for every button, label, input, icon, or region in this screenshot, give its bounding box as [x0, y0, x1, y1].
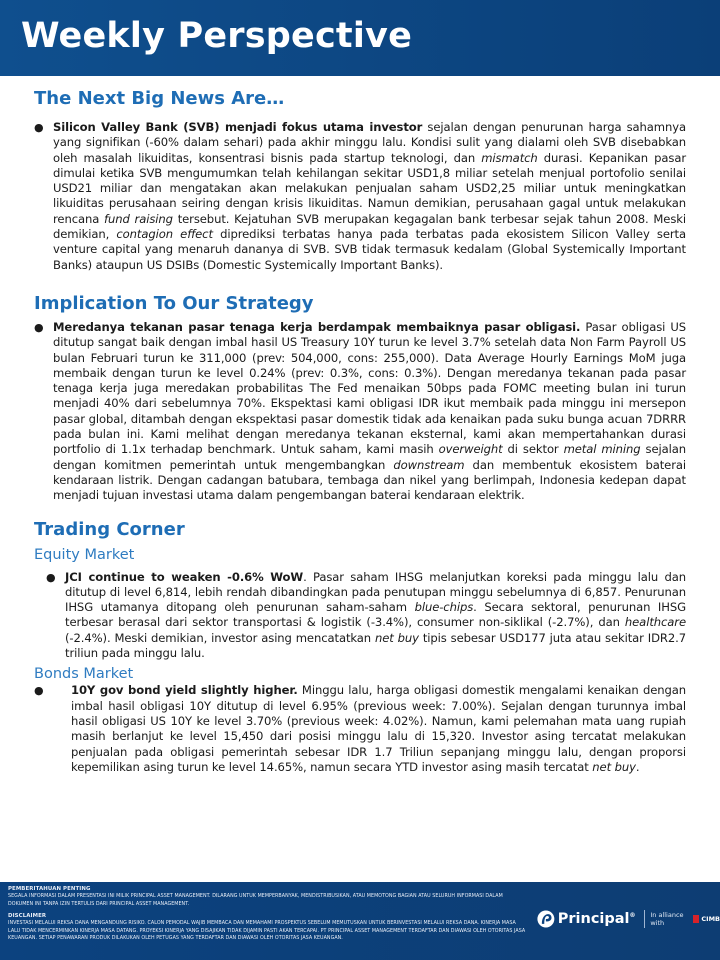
bullet-icon: ● [34, 320, 44, 334]
page-header [0, 0, 720, 76]
news-paragraph: ● Silicon Valley Bank (SVB) menjadi fokus utama investor sejalan dengan penurunan harga sahamnya yang signifikan (-60% dalam sehari) pada akhir minggu lalu. Kondisi sulit yang dialami oleh SVB disebabkan oleh masalah likuiditas, konsentrasi bisnis pada startup teknologi, dan mismatch durasi. Kepanikan pasar dimulai ketika SVB mengumumkan telah kehilangan sekitar USD1,8 miliar setelah menjual portofolio senilai USD21 miliar dan mengatakan akan melakukan penjualan saham USD2,25 miliar untuk meningkatkan likuiditas perusahaan seiring dengan krisis likuiditas. Namun demikian, perusahaan gagal untuk melakukan rencana fund raising tersebut. Kejatuhan SVB merupakan kegagalan bank terbesar sejak tahun 2008. Meski demikian, contagion effect diprediksi terbatas hanya pada terbatas pada ekosistem Silicon Valley serta venture capital yang menaruh dananya di SVB. SVB tidak termasuk kedalam (Global Systemically Important Banks) ataupun US DSIBs (Domestic Systemically Important Banks). [34, 120, 687, 272]
principal-logo [537, 907, 720, 931]
bullet-icon: ● [34, 121, 44, 134]
page-footer [0, 882, 720, 960]
cimb-icon [693, 915, 699, 923]
section-title-strategy: Implication To Our Strategy [34, 292, 314, 314]
subsection-title-equity: Equity Market [34, 546, 135, 563]
bonds-paragraph: ● 10Y gov bond yield slightly higher. Minggu lalu, harga obligasi domestik mengalami kenaikan dengan imbal hasil obligasi 10Y ditutup di level 6.95% (previous week: 7.00%). Sejalan dengan turunnya imbal hasil obligasi US 10Y ke level 3.70% (previous week: 4.02%). Namun, kami pelemahan mata uang rupiah masih berlanjut ke level 15,450 dari posisi minggu lalu di 15,320. Investor asing tercatat melakukan penjualan pada obligasi pemerintah sebesar IDR 1.7 Triliun sepanjang minggu lalu, dengan proporsi kepemilikan asing turun ke level 14.65%, namun secara YTD investor asing masih tercatat net buy. [34, 683, 686, 774]
notice-title: PEMBERITAHUAN PENTING [8, 886, 91, 892]
page-title: Weekly Perspective [21, 16, 413, 56]
principal-logo-text: Principal® [557, 911, 636, 927]
principal-logo-icon [537, 908, 555, 930]
disclaimer-text: INVESTASI MELALUI REKSA DANA MENGANDUNG RISIKO. CALON PEMODAL WAJIB MEMBACA DAN MEMAHAMI PROSPEKTUS SEBELUM MEMUTUSKAN UNTUK BERINVESTASI MELALUI REKSA DANA. KINERJA MASA LALU TIDAK MENCERMINKAN KINERJA MASA DATANG. PROYEKSI KINERJA YANG DISAJIKAN TIDAK DIJAMIN PASTI AKAN TERCAPAI. PT PRINCIPAL ASSET MANAGEMENT TERDAFTAR DAN DIAWASI OLEH OTORITAS JASA KEUANGAN. SETIAP PENAWARAN PRODUK DILAKUKAN OLEH PETUGAS YANG TERDAFTAR DAN DIAWASI OLEH OTORITAS JASA KEUANGAN. [8, 921, 526, 942]
bullet-icon: ● [34, 684, 44, 698]
content [34, 88, 686, 775]
strategy-paragraph: ● Meredanya tekanan pasar tenaga kerja berdampak membaiknya pasar obligasi. Pasar obligasi US ditutup sangat baik dengan imbal hasil US Treasury 10Y turun ke level 3.7% setelah data Non Farm Payroll US bulan Februari turun ke 311,000 (prev: 504,000, cons: 255,000). Data Average Hourly Earnings MoM juga membaik dengan turun ke level 0.24% (prev: 0.3%, cons: 0.3%). Dengan meredanya tekanan pada pasar tenaga kerja juga meredakan probabilitas The Fed menaikan 50bps pada FOMC meeting bulan ini turun menjadi 40% dari sebelumnya 70%. Ekspektasi kami obligasi IDR ikut membaik pada minggu ini mersepon pasar global, ditambah dengan ekspektasi pasar domestik tidak ada kenaikan pada suku bunga acuan 7DRRR pada bulan ini. Kami melihat dengan meredanya tekanan eksternal, kami akan mempertahankan durasi portfolio di 1.1x terhadap benchmark. Untuk saham, kami masih overweight di sektor metal mining sejalan dengan komitmen pemerintah untuk mengembangkan downstream dan membentuk ekosistem baterai kendaraan listrik. Dengan cadangan batubara, tembaga dan nikel yang berlimpah, Indonesia kedepan dapat menjadi tujuan investasi utama dalam pengembangan baterai kendaraan elektrik. [34, 319, 686, 503]
equity-paragraph: ● JCI continue to weaken -0.6% WoW. Pasar saham IHSG melanjutkan koreksi pada minggu lalu dan ditutup di level 6,814, lebih rendah dibandingkan pada penutupan minggu sebelumnya di 6,857. Penurunan IHSG utamanya ditopang oleh penurunan saham-saham blue-chips. Secara sektoral, penurunan IHSG terbesar berasal dari sektor transportasi & logistik (-3.4%), consumer non-siklikal (-2.7%), dan healthcare (-2.4%). Meski demikian, investor asing mencatatkan net buy tipis sebesar USD177 juta atau sekitar IDR2.7 triliun pada minggu lalu. [46, 569, 687, 661]
alliance-text: In alliance with [650, 911, 684, 927]
section-title-news: The Next Big News Are… [34, 88, 285, 109]
cimb-text: CIMB [701, 915, 720, 923]
subsection-title-bonds: Bonds Market [34, 666, 134, 683]
disclaimer-title: DISCLAIMER [8, 913, 47, 919]
notice-text: SEGALA INFORMASI DALAM PRESENTASI INI MILIK PRINCIPAL ASSET MANAGEMENT. DILARANG UNTUK MEMPERBANYAK, MENDISTRIBUSIKAN, ATAU MEMOTONG BAGIAN ATAU SELURUH INFORMASI DALAM DOKUMEN INI TANPA IZIN TERTULIS DARI PRINCIPAL ASSET MANAGEMENT. [8, 894, 503, 907]
logo-divider [644, 910, 645, 928]
bullet-icon: ● [46, 570, 56, 584]
section-title-trading: Trading Corner [34, 518, 185, 540]
